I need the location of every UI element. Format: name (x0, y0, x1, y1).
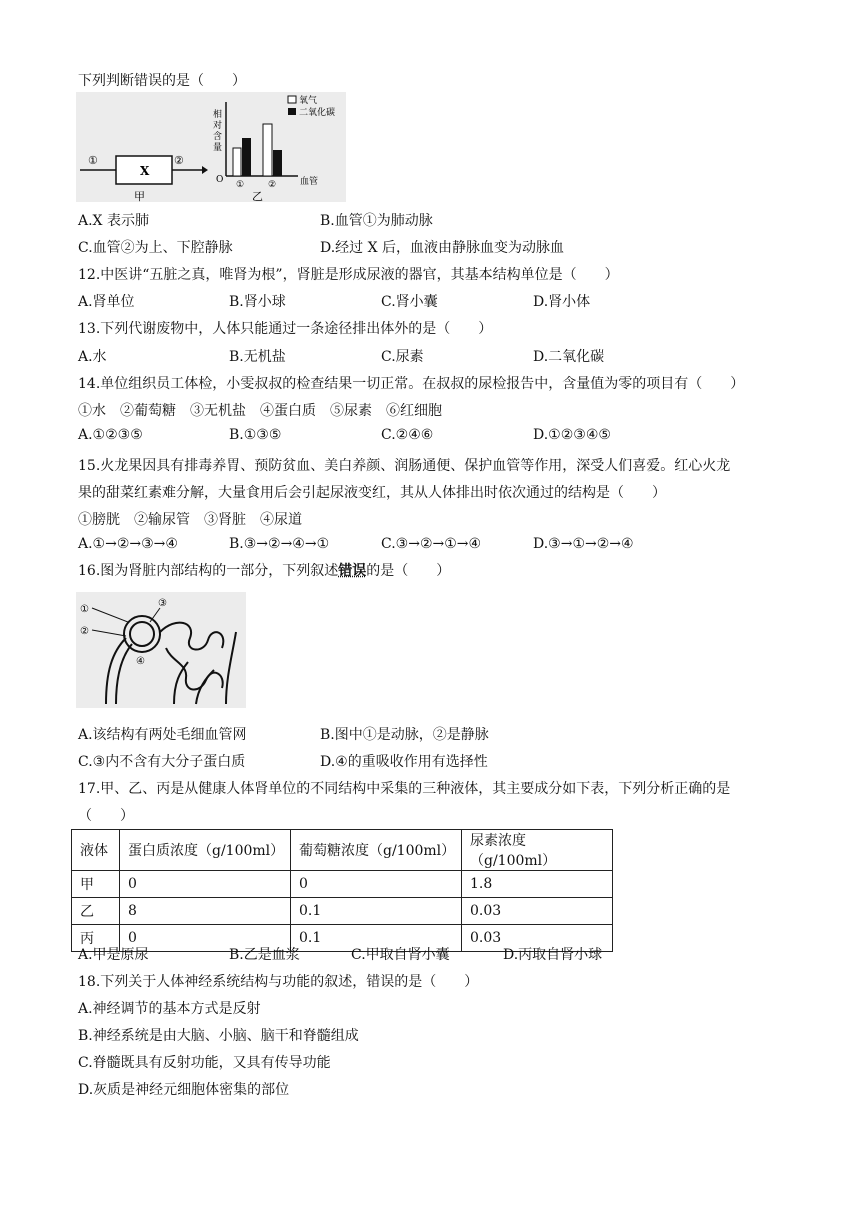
q11-origin: O (216, 175, 224, 185)
q14-option-d[interactable]: D.①②③④⑤ (533, 427, 611, 443)
q17-table (71, 829, 613, 952)
q17-cell: 0.03 (462, 925, 613, 952)
q11-option-c[interactable]: C.血管②为上、下腔静脉 (78, 240, 233, 256)
q17-header-glucose: 葡萄糖浓度（g/100ml） (291, 830, 462, 871)
q16-stem (78, 560, 450, 580)
q13-option-a[interactable]: A.水 (78, 349, 107, 365)
q11-legend-swatch-o2 (288, 96, 296, 103)
q14-stem: 14.单位组织员工体检，小雯叔叔的检查结果一切正常。在叔叔的尿检报告中，含量值为零的项目有（ ） (78, 376, 745, 392)
q11-option-d[interactable]: D.经过 X 后，血液由静脉血变为动脉血 (320, 240, 565, 256)
q13-stem: 13.下列代谢废物中，人体只能通过一条途径排出体外的是（ ） (78, 321, 493, 337)
q16-option-d[interactable]: D.④的重吸收作用有选择性 (320, 754, 488, 770)
q17-cell: 丙 (72, 925, 120, 952)
q17-header-urea: 尿素浓度（g/100ml） (462, 830, 613, 871)
q11-legend-swatch-co2 (288, 108, 296, 115)
q17-cell: 乙 (72, 898, 120, 925)
q13-option-c[interactable]: C.尿素 (381, 349, 424, 365)
q12-option-d[interactable]: D.肾小体 (533, 294, 591, 310)
q15-stem-line2: 果的甜菜红素难分解，大量食用后会引起尿液变红，其从人体排出时依次通过的结构是（ ） (78, 485, 666, 501)
q16-label-4: ④ (136, 656, 145, 667)
q17-stem-line2: （ ） (78, 808, 134, 824)
q14-items: ①水 ②葡萄糖 ③无机盐 ④蛋白质 ⑤尿素 ⑥红细胞 (78, 403, 442, 419)
q15-items: ①膀胱 ②输尿管 ③肾脏 ④尿道 (78, 512, 302, 528)
q13-option-b[interactable]: B.无机盐 (229, 349, 286, 365)
q17-cell: 8 (120, 898, 291, 925)
q11-bar-o2-2 (263, 124, 272, 176)
q16-label-3: ③ (158, 598, 167, 609)
q12-option-c[interactable]: C.肾小囊 (381, 294, 438, 310)
q14-option-b[interactable]: B.①③⑤ (229, 427, 282, 443)
q11-x-axis-label: 血管 (300, 177, 319, 187)
q15-option-d[interactable]: D.③→①→②→④ (533, 536, 634, 552)
q17-cell: 1.8 (462, 871, 613, 898)
q17-table-header-row (72, 830, 613, 871)
q16-option-b[interactable]: B.图中①是动脉，②是静脉 (320, 727, 489, 743)
q18-option-a[interactable]: A.神经调节的基本方式是反射 (78, 1001, 261, 1017)
q11-y-label-1: 相 (213, 110, 223, 120)
q11-y-label-3: 含 (213, 132, 223, 142)
q11-tick-2: ② (268, 180, 277, 190)
q11-figure (76, 92, 346, 202)
q16-stem-emph: 错误 (338, 563, 367, 579)
q11-bar-o2-1 (233, 148, 241, 176)
q16-label-1: ① (80, 604, 89, 615)
q17-cell: 0.03 (462, 898, 613, 925)
q17-option-c[interactable]: C.甲取自肾小囊 (351, 947, 450, 963)
q16-option-c[interactable]: C.③内不含有大分子蛋白质 (78, 754, 246, 770)
q17-cell: 0 (120, 871, 291, 898)
q18-option-d[interactable]: D.灰质是神经元细胞体密集的部位 (78, 1082, 290, 1098)
q17-option-d[interactable]: D.丙取自肾小球 (503, 947, 603, 963)
q17-cell: 0 (120, 925, 291, 952)
q11-in-label: ① (88, 154, 98, 167)
q18-option-c[interactable]: C.脊髓既具有反射功能，又具有传导功能 (78, 1055, 331, 1071)
q15-option-a[interactable]: A.①→②→③→④ (78, 536, 178, 552)
q17-header-protein: 蛋白质浓度（g/100ml） (120, 830, 291, 871)
q17-cell: 0 (291, 871, 462, 898)
q17-stem-line1: 17.甲、乙、丙是从健康人体肾单位的不同结构中采集的三种液体，其主要成分如下表，下列分析正确的是 (78, 781, 731, 797)
q17-option-b[interactable]: B.乙是血浆 (229, 947, 300, 963)
q11-tick-1: ① (236, 180, 245, 190)
q18-stem: 18.下列关于人体神经系统结构与功能的叙述，错误的是（ ） (78, 974, 479, 990)
q11-legend-o2: 氧气 (299, 96, 318, 106)
q11-out-label: ② (174, 154, 184, 167)
q18-option-b[interactable]: B.神经系统是由大脑、小脑、脑干和脊髓组成 (78, 1028, 359, 1044)
q11-bar-co2-2 (273, 150, 282, 176)
table-row (72, 898, 613, 925)
q11-stem: 下列判断错误的是（ ） (78, 73, 246, 89)
q11-bar-co2-1 (242, 138, 251, 176)
table-row (72, 871, 613, 898)
q11-y-label-4: 量 (213, 143, 223, 153)
q12-option-a[interactable]: A.肾单位 (78, 294, 135, 310)
q11-y-label-2: 对 (213, 121, 223, 131)
q16-stem-after: 的是（ ） (366, 563, 451, 579)
q17-header-liquid: 液体 (72, 830, 120, 871)
q15-option-c[interactable]: C.③→②→①→④ (381, 536, 482, 552)
q11-label-jia: 甲 (134, 190, 145, 202)
q13-option-d[interactable]: D.二氧化碳 (533, 349, 605, 365)
q11-option-b[interactable]: B.血管①为肺动脉 (320, 213, 433, 229)
q15-option-b[interactable]: B.③→②→④→① (229, 536, 330, 552)
q14-option-a[interactable]: A.①②③⑤ (78, 427, 143, 443)
q16-option-a[interactable]: A.该结构有两处毛细血管网 (78, 727, 247, 743)
q16-label-2: ② (80, 626, 89, 637)
q11-x-label: X (140, 164, 150, 178)
q15-stem-line1: 15.火龙果因具有排毒养胃、预防贫血、美白养颜、润肠通便、保护血管等作用，深受人们喜爱。红心火龙 (78, 458, 731, 474)
q17-option-a[interactable]: A.甲是原尿 (78, 947, 149, 963)
q14-option-c[interactable]: C.②④⑥ (381, 427, 434, 443)
q11-label-yi: 乙 (252, 190, 263, 202)
q16-stem-before: 16.图为肾脏内部结构的一部分，下列叙述 (78, 563, 339, 579)
q17-cell: 0.1 (291, 898, 462, 925)
q11-option-a[interactable]: A.X 表示肺 (78, 213, 149, 229)
q16-figure (76, 592, 246, 708)
q17-cell: 甲 (72, 871, 120, 898)
q12-option-b[interactable]: B.肾小球 (229, 294, 286, 310)
q12-stem: 12.中医讲“五脏之真，唯肾为根”，肾脏是形成尿液的器官，其基本结构单位是（ ） (78, 267, 619, 283)
q11-legend-co2: 二氧化碳 (299, 108, 336, 118)
q17-cell: 0.1 (291, 925, 462, 952)
